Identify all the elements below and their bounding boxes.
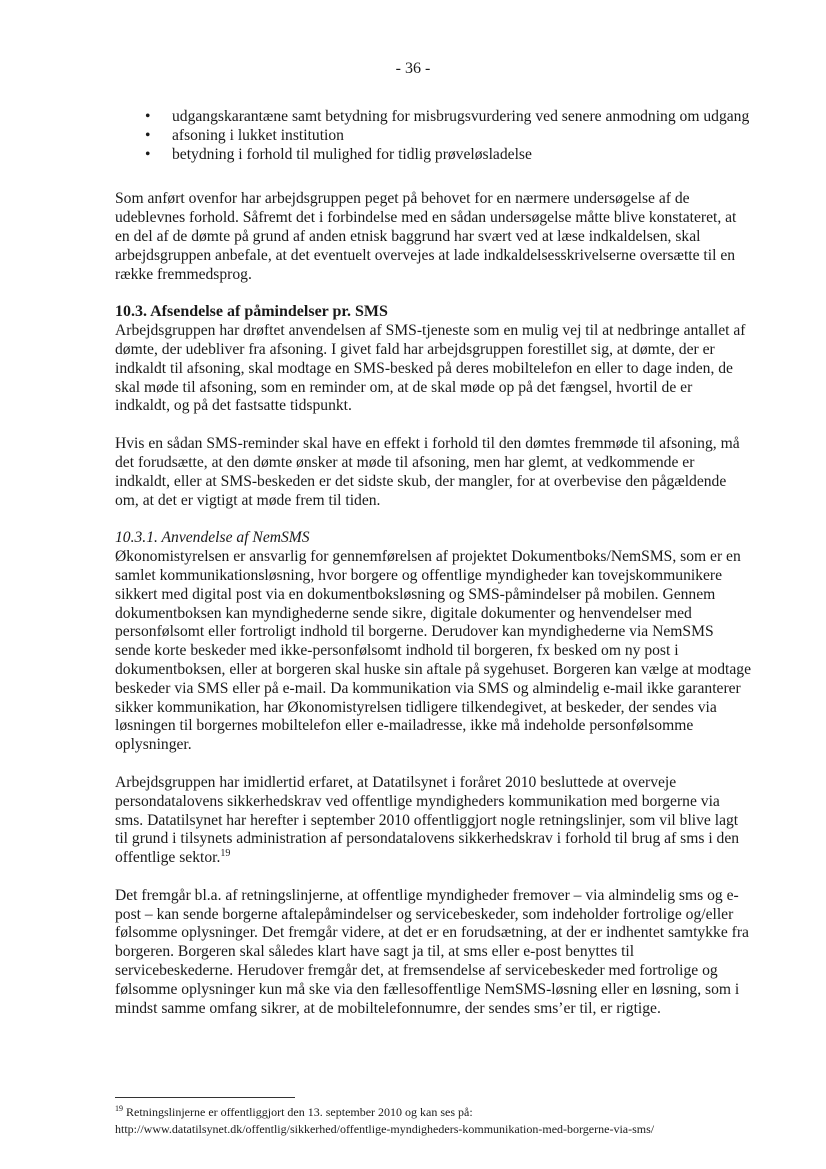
paragraph-sms-service: Arbejdsgruppen har drøftet anvendelsen af SMS-tjeneste som en mulig vej til at nedbringe antallet af dømte, der udebliver fra afsoning. I givet fald har arbejdsgruppen forestillet sig, at dømte, der er indkaldt til afsoning, skal modtage en SMS-besked på deres mobiltelefon en eller to dage inden, de skal møde til afsoning, som en reminder om, at de skal møde op på det fængsel, hvortil de er indkaldt, og på det fastsatte tidspunkt. (115, 322, 746, 415)
paragraph-datatilsynet-text: Arbejdsgruppen har imidlertid erfaret, at Datatilsynet i foråret 2010 besluttede at overveje persondatalovens sikkerhedskrav ved offentlige myndigheders kommunikation med borgerne via sms. Datatilsynet har herefter i september 2010 offentliggjort nogle retningslinjer, som vil blive lagt til grund i tilsynets administration af persondatalovens sikkerhedskrav i forhold til brug af sms i den offentlige sektor. (115, 773, 740, 867)
bullet-item (115, 108, 751, 127)
paragraph-nemsms-project: Økonomistyrelsen er ansvarlig for gennemførelsen af projektet Dokumentboks/NemSMS, som er en samlet kommunikationsløsning, hvor borgere og offentlige myndigheder kan tovejskommunikere sikkert med digital post via en dokumentboksløsning og SMS-påmindelser på mobilen. Gennem dokumentboksen kan myndighederne sende sikre, digitale dokumenter og henvendelser med personfølsomt eller fortroligt indhold til borgerne. Derudover kan myndighederne via NemSMS sende korte beskeder med ikke-personfølsomt indhold til borgeren, fx besked om ny post i dokumentboksen, eller at borgeren skal huske sin aftale på sygehuset. Borgeren kan vælge at modtage beskeder via SMS eller på e-mail. Da kommunikation via SMS og almindelig e-mail ikke garanterer sikker kommunikation, har Økonomistyrelsen tidligere tilkendegivet, at beskeder, der sendes via løsningen til borgernes mobiltelefon eller e-mailadresse, ikke må indeholde personfølsomme oplysninger. (115, 548, 751, 754)
bullet-text: betydning i forhold til mulighed for tidlig prøveløsladelse (172, 145, 532, 163)
page-number: - 36 - (395, 60, 431, 77)
bullet-text: afsoning i lukket institution (172, 126, 344, 144)
bullet-icon: • (145, 108, 151, 125)
footnote-number: 19 (115, 1104, 123, 1113)
bullet-icon: • (145, 145, 151, 163)
paragraph-translation-recommendation: Som anført ovenfor har arbejdsgruppen peget på behovet for en nærmere undersøgelse af de udeblevnes forhold. Såfremt det i forbindelse med en sådan undersøgelse måtte blive konstateret, at en del af de dømte på grund af anden etnisk baggrund har svært ved at læse indkaldelsen, skal arbejdsgruppen anbefale, at det eventuelt overvejes at lade indkaldelsesskrivelserne oversætte til en række fremmedsprog. (115, 190, 737, 283)
bullet-icon: • (145, 126, 151, 144)
footnote-line (115, 1104, 765, 1121)
paragraph-guidelines-details: Det fremgår bl.a. af retningslinjerne, at offentlige myndigheder fremover – via almindelig sms og e-post – kan sende borgerne aftalepåmindelser og servicebeskeder, som indeholder fortrolige og/eller følsomme oplysninger. Det fremgår videre, at det er en forudsætning, at der er indhentet samtykke fra borgeren. Borgeren skal således klart have sagt ja til, at sms eller e-post benyttes til servicebeskederne. Herudover fremgår det, at fremsendelse af servicebeskeder med fortrolige og følsomme oplysninger kun må ske via den fællesoffentlige NemSMS-løsning eller en løsning, som i mindst samme omfang sikrer, at de mobiltelefonnumre, der sendes sms’er til, er rigtige. (115, 886, 749, 1017)
footnote-divider (115, 1097, 295, 1098)
bullet-item (115, 146, 751, 165)
section-heading-10-3: 10.3. Afsendelse af påmindelser pr. SMS (115, 303, 388, 321)
paragraph-sms-reminder-effect: Hvis en sådan SMS-reminder skal have en effekt i forhold til den dømtes fremmøde til afsoning, må det forudsætte, at den dømte ønsker at møde til afsoning, men har glemt, at vedkommende er indkaldt, eller at SMS-beskeden er det sidste skub, der mangler, for at overbevise den pågældende om, at det er vigtigt at møde frem til tiden. (115, 435, 740, 509)
footnote-reference: 19 (220, 847, 231, 859)
bullet-text: udgangskarantæne samt betydning for misbrugsvurdering ved senere anmodning om udgang (172, 108, 750, 125)
bullet-list (115, 108, 751, 164)
footnote (115, 1104, 765, 1138)
footnote-text: Retningslinjerne er offentliggjort den 13. september 2010 og kan ses på: (126, 1105, 473, 1119)
footnote-url: http://www.datatilsynet.dk/offentlig/sikkerhed/offentlige-myndigheders-kommunikation-med-borgerne-via-sms/ (115, 1122, 655, 1136)
paragraph-datatilsynet-guidelines (115, 774, 751, 868)
page-content (115, 108, 751, 1037)
bullet-item (115, 127, 751, 146)
section-heading-10-3-1: 10.3.1. Anvendelse af NemSMS (115, 529, 310, 547)
